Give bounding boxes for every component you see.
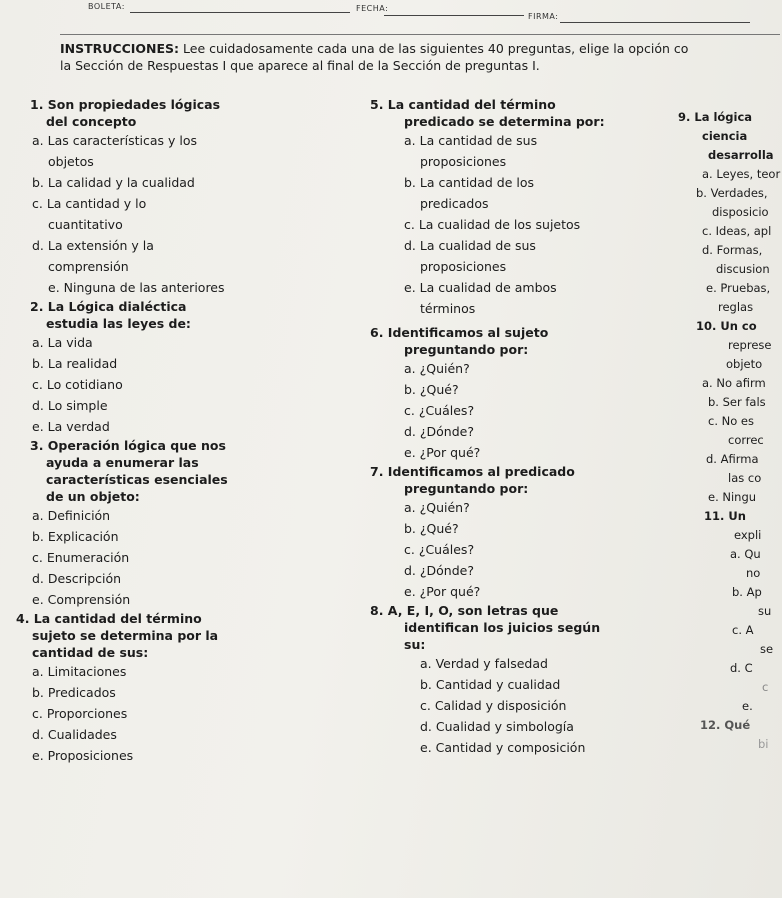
q5-option-b[interactable]: b. La cantidad de los: [404, 175, 535, 190]
q3-option-c[interactable]: c. Enumeración: [32, 550, 130, 565]
q9-option-b[interactable]: b. Verdades,: [696, 186, 768, 200]
q2-title-2: estudia las leyes de:: [46, 316, 191, 331]
q11-title: 11. Un: [704, 509, 746, 523]
q3-title-3: características esenciales: [46, 472, 228, 487]
q3-option-b[interactable]: b. Explicación: [32, 529, 119, 544]
column-3: [678, 108, 782, 754]
q10-title-2: represe: [728, 338, 772, 352]
firma-label: FIRMA:: [528, 12, 559, 21]
q8-option-a[interactable]: a. Verdad y falsedad: [420, 656, 548, 671]
q7-title-2: preguntando por:: [404, 481, 529, 496]
q7-option-e[interactable]: e. ¿Por qué?: [404, 584, 481, 599]
q3-option-d[interactable]: d. Descripción: [32, 571, 122, 586]
q10-option-e[interactable]: e. Ningu: [708, 490, 757, 504]
q7-option-c[interactable]: c. ¿Cuáles?: [404, 542, 475, 557]
q2-option-b[interactable]: b. La realidad: [32, 356, 118, 371]
q5-option-a-cont: proposiciones: [420, 154, 507, 169]
q8-option-c[interactable]: c. Calidad y disposición: [420, 698, 567, 713]
q10-option-d[interactable]: d. Afirma: [706, 452, 759, 466]
q5-option-d[interactable]: d. La cualidad de sus: [404, 238, 536, 253]
q10-title-3: objeto: [726, 357, 763, 371]
q11-option-c-cont: se: [760, 642, 774, 656]
q4-option-a[interactable]: a. Limitaciones: [32, 664, 127, 679]
q3-title: 3. Operación lógica que nos: [30, 438, 226, 453]
boleta-label: BOLETA:: [88, 2, 125, 11]
instructions-text: Lee cuidadosamente cada una de las siguientes 40 preguntas, elige la opción co: [179, 41, 689, 56]
q11-option-b-cont: su: [758, 604, 772, 618]
q3-title-4: de un objeto:: [46, 489, 140, 504]
q1-option-c[interactable]: c. La cantidad y lo: [32, 196, 147, 211]
question-2: [12, 298, 342, 437]
q9-option-e[interactable]: e. Pruebas,: [706, 281, 771, 295]
q7-option-b[interactable]: b. ¿Qué?: [404, 521, 459, 536]
q2-option-a[interactable]: a. La vida: [32, 335, 93, 350]
q6-title-2: preguntando por:: [404, 342, 529, 357]
q11-option-e[interactable]: e.: [742, 699, 753, 713]
q4-option-d[interactable]: d. Cualidades: [32, 727, 117, 742]
column-1: [12, 96, 342, 766]
q1-option-b[interactable]: b. La calidad y la cualidad: [32, 175, 195, 190]
q9-title: 9. La lógica: [678, 110, 753, 124]
q1-option-a[interactable]: a. Las características y los: [32, 133, 198, 148]
q11-option-d-cont: c: [762, 680, 769, 694]
q4-option-c[interactable]: c. Proporciones: [32, 706, 128, 721]
q4-title-3: cantidad de sus:: [32, 645, 149, 660]
q10-option-a[interactable]: a. No afirm: [702, 376, 766, 390]
q4-option-b[interactable]: b. Predicados: [32, 685, 116, 700]
q1-option-e[interactable]: e. Ninguna de las anteriores: [48, 280, 225, 295]
q1-option-d[interactable]: d. La extensión y la: [32, 238, 154, 253]
q1-option-a-cont: objetos: [48, 154, 94, 169]
q2-option-e[interactable]: e. La verdad: [32, 419, 110, 434]
q8-title: 8. A, E, I, O, son letras que: [370, 603, 559, 618]
q6-option-a[interactable]: a. ¿Quién?: [404, 361, 470, 376]
q5-title: 5. La cantidad del término: [370, 97, 556, 112]
q5-option-e[interactable]: e. La cualidad de ambos: [404, 280, 557, 295]
boleta-line: [130, 12, 350, 13]
header-divider: [60, 34, 780, 35]
q11-title-2: expli: [734, 528, 762, 542]
q10-option-b[interactable]: b. Ser fals: [708, 395, 766, 409]
q9-option-c[interactable]: c. Ideas, apl: [702, 224, 772, 238]
q5-option-d-cont: proposiciones: [420, 259, 507, 274]
q5-option-a[interactable]: a. La cantidad de sus: [404, 133, 538, 148]
q6-option-d[interactable]: d. ¿Dónde?: [404, 424, 474, 439]
q8-title-2: identifican los juicios según: [404, 620, 601, 635]
q7-title: 7. Identificamos al predicado: [370, 464, 575, 479]
q8-option-d[interactable]: d. Cualidad y simbología: [420, 719, 574, 734]
question-5: [370, 96, 670, 319]
q11-option-a-cont: no: [746, 566, 761, 580]
question-6: [370, 324, 670, 463]
q5-option-e-cont: términos: [420, 301, 476, 316]
q3-title-2: ayuda a enumerar las: [46, 455, 199, 470]
question-3: [12, 437, 342, 610]
q11-option-d[interactable]: d. C: [730, 661, 753, 675]
q6-option-b[interactable]: b. ¿Qué?: [404, 382, 459, 397]
q5-option-b-cont: predicados: [420, 196, 489, 211]
q11-option-c[interactable]: c. A: [732, 623, 754, 637]
instructions-lead: INSTRUCCIONES:: [60, 41, 180, 56]
q9-title-2: ciencia: [702, 129, 748, 143]
question-7: [370, 463, 670, 602]
column-2: [370, 96, 670, 758]
q9-title-3: desarrolla: [708, 148, 774, 162]
instructions: [60, 40, 780, 74]
q9-option-d[interactable]: d. Formas,: [702, 243, 763, 257]
question-8: [370, 602, 670, 758]
instructions-text-2: la Sección de Respuestas I que aparece al final de la Sección de preguntas I.: [60, 58, 540, 73]
q2-option-d[interactable]: d. Lo simple: [32, 398, 108, 413]
q10-title: 10. Un co: [696, 319, 757, 333]
q10-option-d-cont: las co: [728, 471, 762, 485]
q1-option-d-cont: comprensión: [48, 259, 129, 274]
fecha-label: FECHA:: [356, 4, 389, 13]
q11-option-a[interactable]: a. Qu: [730, 547, 761, 561]
q8-option-b[interactable]: b. Cantidad y cualidad: [420, 677, 561, 692]
q1-title-2: del concepto: [46, 114, 137, 129]
q9-option-b-cont: disposicio: [712, 205, 769, 219]
q3-option-e[interactable]: e. Comprensión: [32, 592, 131, 607]
q4-title-2: sujeto se determina por la: [32, 628, 219, 643]
q6-option-e[interactable]: e. ¿Por qué?: [404, 445, 481, 460]
q7-option-d[interactable]: d. ¿Dónde?: [404, 563, 474, 578]
fecha-line: [384, 15, 524, 16]
q1-title: 1. Son propiedades lógicas: [30, 97, 221, 112]
q8-title-3: su:: [404, 637, 426, 652]
q9-option-e-cont: reglas: [718, 300, 754, 314]
question-4: [12, 610, 342, 766]
q9-option-d-cont: discusion: [716, 262, 770, 276]
q6-option-c[interactable]: c. ¿Cuáles?: [404, 403, 475, 418]
q11-option-b[interactable]: b. Ap: [732, 585, 762, 599]
q8-option-e[interactable]: e. Cantidad y composición: [420, 740, 586, 755]
q3-option-a[interactable]: a. Definición: [32, 508, 111, 523]
question-1: [12, 96, 342, 298]
q1-option-c-cont: cuantitativo: [48, 217, 123, 232]
q10-option-c[interactable]: c. No es: [708, 414, 754, 428]
q5-option-c[interactable]: c. La cualidad de los sujetos: [404, 217, 581, 232]
q7-option-a[interactable]: a. ¿Quién?: [404, 500, 470, 515]
q5-title-2: predicado se determina por:: [404, 114, 605, 129]
q4-option-e[interactable]: e. Proposiciones: [32, 748, 134, 763]
q4-title: 4. La cantidad del término: [16, 611, 202, 626]
q12-title: 12. Qué: [700, 718, 751, 732]
q6-title: 6. Identificamos al sujeto: [370, 325, 549, 340]
q9-option-a[interactable]: a. Leyes, teor: [702, 167, 781, 181]
q2-title: 2. La Lógica dialéctica: [30, 299, 187, 314]
firma-line: [560, 22, 750, 23]
q12-title-2: bi: [758, 737, 769, 751]
q2-option-c[interactable]: c. Lo cotidiano: [32, 377, 123, 392]
q10-option-c-cont: correc: [728, 433, 764, 447]
